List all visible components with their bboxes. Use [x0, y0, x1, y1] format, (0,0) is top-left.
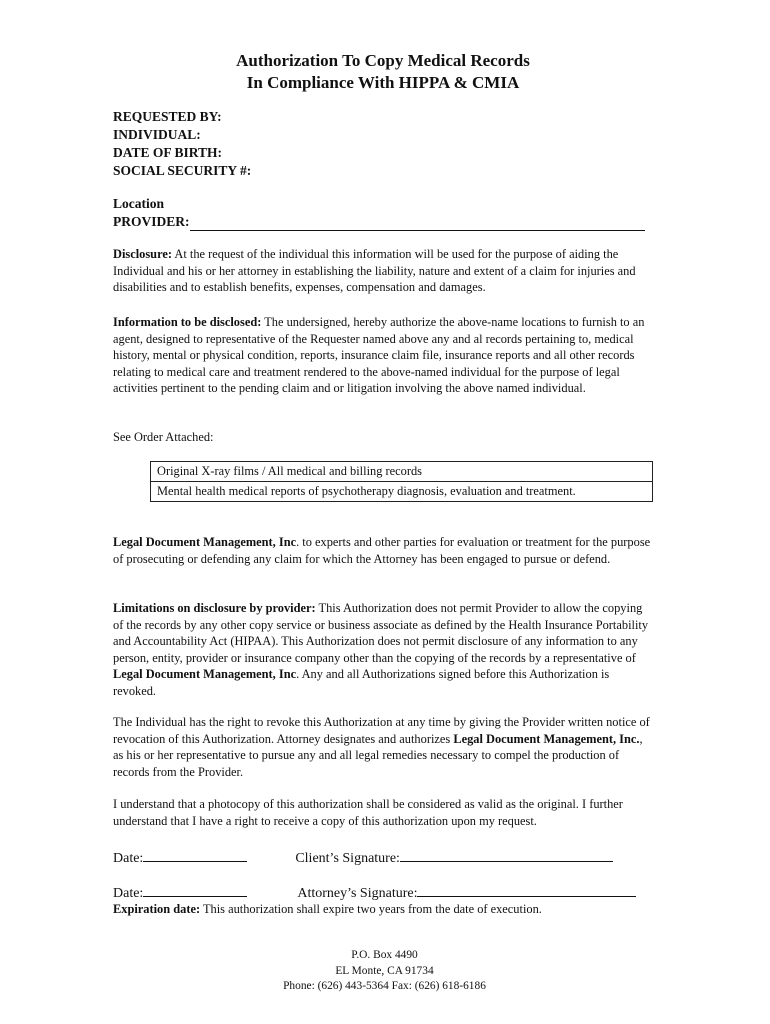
company-name: Legal Document Management, Inc.: [453, 731, 640, 746]
disclosure-label: Disclosure:: [113, 247, 172, 261]
location-label: Location: [113, 196, 165, 211]
revoke-paragraph: [113, 714, 653, 780]
date-input-line[interactable]: [143, 882, 247, 897]
ldm-paragraph: [113, 534, 653, 567]
expiration-paragraph: [113, 901, 653, 918]
information-label: Information to be disclosed:: [113, 315, 262, 329]
attorney-signature-line[interactable]: [417, 882, 636, 897]
provider-label: PROVIDER:: [113, 214, 190, 229]
requested-by-field: REQUESTED BY:: [113, 109, 222, 124]
individual-field: INDIVIDUAL:: [113, 127, 201, 142]
limitations-text-end: . Any and all Authorizations signed before this Authorization is revoked.: [113, 667, 610, 698]
footer-address: [113, 948, 653, 995]
location-provider-block: [113, 195, 645, 231]
social-security-field: SOCIAL SECURITY #:: [113, 163, 252, 178]
order-item: Mental health medical reports of psychotherapy diagnosis, evaluation and treatment.: [151, 482, 653, 502]
date-of-birth-field: DATE OF BIRTH:: [113, 145, 223, 160]
city: EL Monte, CA 91734: [335, 964, 434, 977]
client-signature-line[interactable]: [400, 847, 613, 862]
attorney-signature-row: [113, 882, 653, 903]
table-row: [151, 482, 653, 502]
client-signature-row: [113, 847, 653, 868]
po-box: P.O. Box 4490: [351, 949, 418, 961]
disclosure-text: At the request of the individual this information will be used for the purpose of aiding the Individual and his or her attorney in establishing the liability, nature and extent of a claim for injuries and disabilities and to establish benefits, expenses, compensation and damages.: [113, 247, 636, 295]
disclosure-paragraph: [113, 246, 653, 296]
date-label: Date:: [113, 886, 144, 901]
expiration-label: Expiration date:: [113, 902, 201, 916]
limitations-paragraph: [113, 600, 653, 700]
understand-paragraph: I understand that a photocopy of this authorization shall be considered as valid as the original. I further understand that I have a right to receive a copy of this authorization upon my request.: [113, 797, 623, 828]
company-name: Legal Document Management, Inc: [113, 535, 297, 549]
company-name: Legal Document Management, Inc: [113, 667, 297, 682]
table-row: [151, 462, 653, 482]
date-label: Date:: [113, 851, 144, 866]
provider-input-line[interactable]: [190, 215, 645, 231]
contact-phone-fax: Phone: (626) 443-5364 Fax: (626) 618-6186: [283, 980, 486, 992]
form-subtitle: In Compliance With HIPPA & CMIA: [246, 73, 520, 92]
order-table: [150, 461, 653, 502]
limitations-label: Limitations on disclosure by provider:: [113, 601, 316, 615]
information-paragraph: [113, 314, 653, 397]
revoke-text-end: , as his or her representative to pursue any and all legal remedies necessary to compel the production of records from the Provider.: [113, 731, 643, 779]
header-fields: [113, 108, 251, 180]
revoke-text: The Individual has the right to revoke this Authorization at any time by giving the Provider written notice of revocation of this Authorization. Attorney designates and authorizes: [113, 715, 650, 746]
order-item: Original X-ray films / All medical and billing records: [151, 462, 653, 482]
form-title: Authorization To Copy Medical Records: [236, 51, 530, 70]
information-text: The undersigned, hereby authorize the above-name locations to furnish to an agent, designed to representative of the Requester named above any and al records pertaining to, medical history, mental or physical condition, reports, insurance claim file, insurance reports and all other records relating to medical care and treatment rendered to the above-named individual for the purpose of legal activities pertinent to the pending claim and or litigation involving the above named individual.: [113, 315, 645, 396]
date-input-line[interactable]: [143, 847, 247, 862]
expiration-text: This authorization shall expire two years from the date of execution.: [200, 902, 542, 916]
limitations-text: This Authorization does not permit Provider to allow the copying of the records by any other copy service or business associate as defined by the Health Insurance Portability and Accountability Act (HIPAA). This Authorization does not permit disclosure of any information to any person, entity, provider or insurance company other than the copying of the records by a representative of: [113, 601, 649, 665]
client-signature-label: Client’s Signature:: [295, 851, 400, 866]
attorney-signature-label: Attorney’s Signature:: [297, 886, 418, 901]
ldm-text: . to experts and other parties for evaluation or treatment for the purpose of prosecuting or defending any claim for which the Attorney has been engaged to pursue or defend.: [113, 535, 651, 566]
see-order-text: See Order Attached:: [113, 430, 214, 444]
